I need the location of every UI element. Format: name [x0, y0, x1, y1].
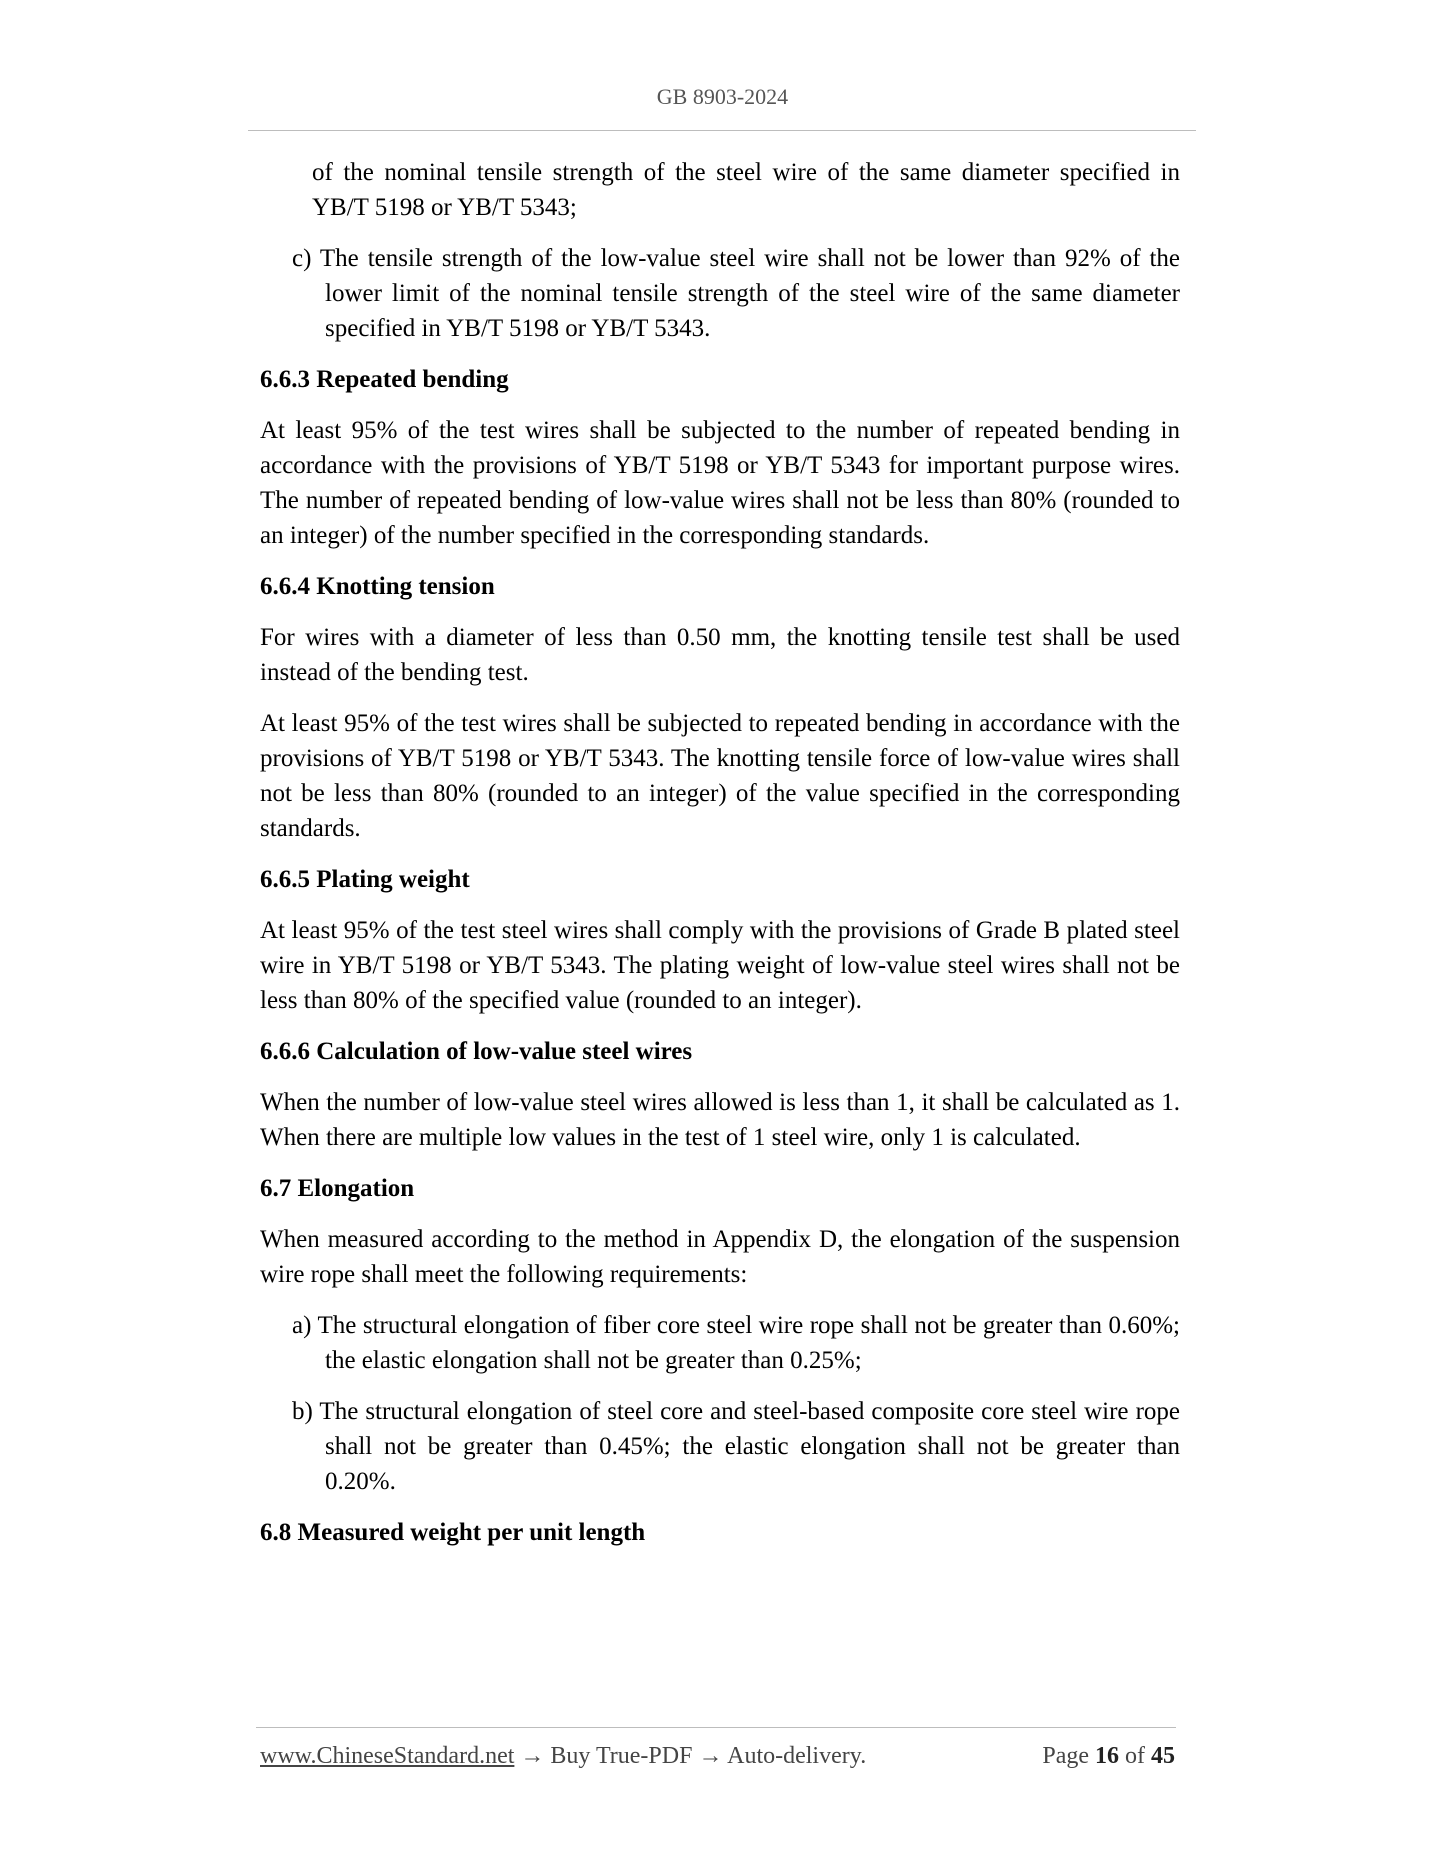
page-of: of	[1125, 1743, 1145, 1769]
section-heading-6-6-4: 6.6.4 Knotting tension	[260, 573, 495, 600]
section-heading-6-6-5: 6.6.5 Plating weight	[260, 866, 470, 893]
list-item-b: b) The structural elongation of steel core and steel-based composite core steel wire rope shall not be greater than 0.45%; the elastic elongation shall not be greater than 0.20%.	[292, 1398, 1180, 1495]
paragraph-6-6-6: When the number of low-value steel wires allowed is less than 1, it shall be calculated as 1. When there are multiple low values in the test of 1 steel wire, only 1 is calculated.	[260, 1089, 1180, 1151]
paragraph-6-6-4-a: For wires with a diameter of less than 0.50 mm, the knotting tensile test shall be used instead of the bending test.	[260, 624, 1180, 686]
footer-promo	[260, 1743, 866, 1770]
paragraph-6-6-4-b: At least 95% of the test wires shall be subjected to repeated bending in accordance with the provisions of YB/T 5198 or YB/T 5343. The knotting tensile force of low-value wires shall not be less than 80% (rounded to an integer) of the value specified in the corresponding standards.	[260, 710, 1180, 842]
section-heading-6-6-3: 6.6.3 Repeated bending	[260, 366, 509, 393]
paragraph-6-6-3: At least 95% of the test wires shall be subjected to the number of repeated bending in accordance with the provisions of YB/T 5198 or YB/T 5343 for important purpose wires. The number of repeated bending of low-value wires shall not be less than 80% (rounded to an integer) of the number specified in the corresponding standards.	[260, 417, 1180, 549]
section-heading-6-6-6: 6.6.6 Calculation of low-value steel wires	[260, 1038, 693, 1065]
page-current: 16	[1095, 1743, 1119, 1769]
page-footer	[260, 1743, 1175, 1777]
page-body	[260, 155, 1180, 1550]
header-divider	[248, 130, 1196, 131]
document-header: GB 8903-2024	[656, 84, 789, 109]
page-label: Page	[1042, 1743, 1089, 1769]
footer-tagline: → Buy True-PDF → Auto-delivery.	[514, 1743, 867, 1769]
section-heading-6-8: 6.8 Measured weight per unit length	[260, 1519, 646, 1546]
page-number	[1042, 1743, 1175, 1770]
page-total: 45	[1151, 1743, 1175, 1769]
continued-text: of the nominal tensile strength of the steel wire of the same diameter specified in YB/T 5198 or YB/T 5343;	[312, 159, 1180, 221]
footer-divider	[256, 1727, 1176, 1728]
paragraph-6-6-5: At least 95% of the test steel wires shall comply with the provisions of Grade B plated steel wire in YB/T 5198 or YB/T 5343. The plating weight of low-value steel wires shall not be less than 80% of the specified value (rounded to an integer).	[260, 917, 1180, 1014]
list-item-c: c) The tensile strength of the low-value steel wire shall not be lower than 92% of the lower limit of the nominal tensile strength of the steel wire of the same diameter specified in YB/T 5198 or YB/T 5343.	[292, 245, 1180, 342]
list-item-a: a) The structural elongation of fiber core steel wire rope shall not be greater than 0.60%; the elastic elongation shall not be greater than 0.25%;	[292, 1312, 1180, 1374]
paragraph-6-7: When measured according to the method in Appendix D, the elongation of the suspension wire rope shall meet the following requirements:	[260, 1226, 1180, 1288]
site-link[interactable]: www.ChineseStandard.net	[260, 1743, 515, 1769]
section-heading-6-7: 6.7 Elongation	[260, 1175, 415, 1202]
